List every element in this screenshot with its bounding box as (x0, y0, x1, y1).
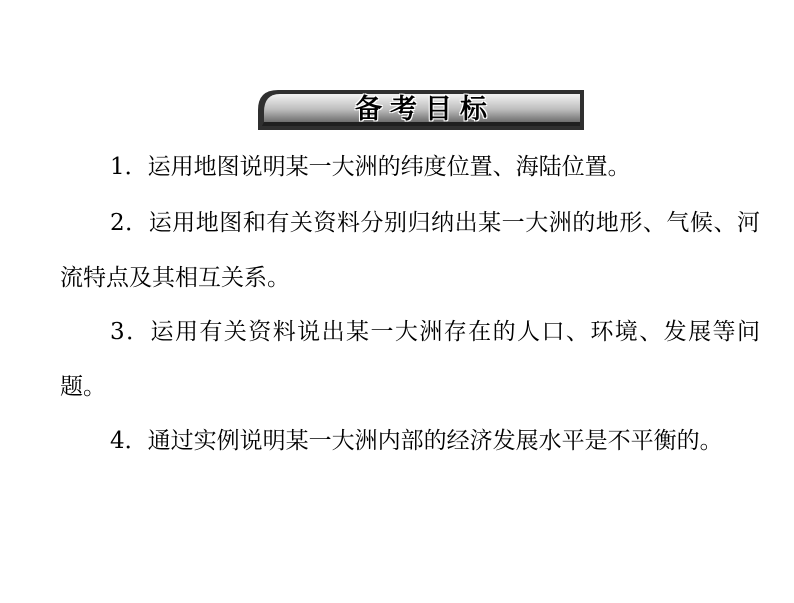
goal-item-1: 1．运用地图说明某一大洲的纬度位置、海陆位置。 (110, 154, 631, 180)
goal-item-3: 3．运用有关资料说出某一大洲存在的人口、环境、发展等问题。 (60, 319, 760, 400)
goal-item-2: 2．运用地图和有关资料分别归纳出某一大洲的地形、气候、河流特点及其相互关系。 (60, 210, 760, 291)
goal-item-4: 4．通过实例说明某一大洲内部的经济发展水平是不平衡的。 (110, 428, 723, 454)
section-banner (256, 88, 586, 132)
banner-title: 备考目标 (355, 94, 495, 125)
